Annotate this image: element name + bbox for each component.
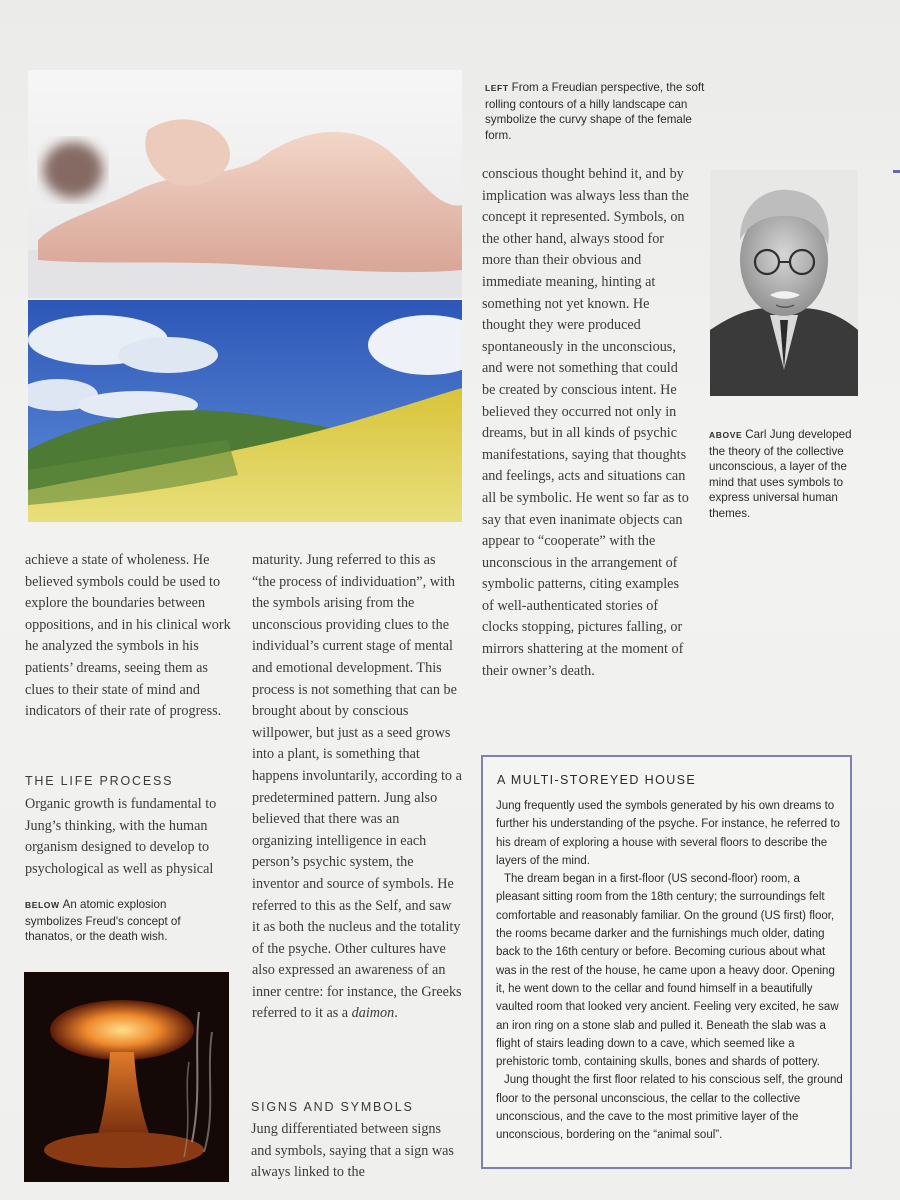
column-1	[25, 550, 231, 723]
individuation-text-end: .	[394, 1005, 398, 1022]
above-caption-tag: ABOVE	[709, 430, 743, 440]
above-caption-text: Carl Jung developed the theory of the collective unconscious, a layer of the mind that uses symbols to express universal human themes.	[709, 428, 852, 520]
left-caption-text: From a Freudian perspective, the soft rolling contours of a hilly landscape can symbolize the curvy shape of the female form.	[485, 81, 705, 142]
the-life-process-heading: THE LIFE PROCESS	[25, 774, 174, 788]
below-caption-tag: BELOW	[25, 900, 60, 910]
column-1-paragraph-2	[25, 794, 231, 880]
above-caption	[709, 427, 859, 521]
hilly-landscape-photo	[28, 300, 462, 522]
daimon-term: daimon	[351, 1005, 395, 1022]
signs-and-symbols-heading: SIGNS AND SYMBOLS	[251, 1100, 414, 1114]
left-caption-tag: LEFT	[485, 83, 509, 93]
box-paragraph-3: Jung thought the first floor related to his conscious self, the ground floor to the personal unconscious, the cellar to the collective unconscious, and the cave to the most primitive layer of the unconscious, bordering on the “animal soul”.	[496, 1074, 843, 1142]
page-edge-tab	[893, 170, 900, 173]
box-title: A MULTI-STOREYED HOUSE	[497, 773, 697, 787]
individuation-text: maturity. Jung referred to this as “the process of individuation”, with the symbols arising from the unconscious providing clues to the individual’s current stage of mental and emotional development. This process is not something that can be brought about by conscious willpower, but just as a seed grows into a plant, is something that happens involuntarily, according to a predetermined pattern. Jung also believed that there was an organizing intelligence in each person’s psychic system, the inventor and source of symbols. He referred to this as the Self, and saw it as both the nucleus and the totality of the psyche. Other cultures have also expressed an awareness of an inner centre: for instance, the Greeks referred to it as a	[252, 552, 462, 1022]
column-3	[482, 164, 692, 682]
signs-symbols-text: Jung differentiated between signs and symbols, saying that a sign was always linked to the	[251, 1121, 454, 1181]
column-2-paragraph-2	[251, 1119, 461, 1184]
below-caption	[25, 897, 225, 945]
box-paragraph-1: Jung frequently used the symbols generated by his own dreams to further his understanding of the psyche. For instance, he referred to his dream of exploring a house with several floors to describe the layers of the mind.	[496, 800, 840, 867]
column-3-paragraph-1: conscious thought behind it, and by implication was always less than the concept it represented. Symbols, on the other hand, always stood for more than their obvious and immediate meaning, hinting at something not yet known. He thought they were produced spontaneously in the unconscious, and were not something that could be created by conscious intent. He believed they occurred not only in dreams, but in all kinds of psychic manifestations, saying that thoughts and feelings, acts and situations can all be symbolic. He went so far as to say that even inanimate objects can appear to “cooperate” with the unconscious in the arrangement of symbolic patterns, citing examples of well-authenticated stories of clocks stopping, pictures falling, or mirrors shattering at the moment of their owner’s death.	[482, 166, 689, 679]
atomic-explosion-photo	[24, 972, 229, 1182]
life-process-text: Organic growth is fundamental to Jung’s thinking, with the human organism designed to develop to psychological as well as physical	[25, 796, 217, 877]
below-caption-text: An atomic explosion symbolizes Freud's concept of thanatos, or the death wish.	[25, 898, 181, 943]
multi-storeyed-house-box	[481, 755, 852, 1169]
left-caption	[485, 80, 715, 143]
column-1-paragraph-1: achieve a state of wholeness. He believed symbols could be used to explore the boundaries between oppositions, and in his clinical work he analyzed the symbols in his patients’ dreams, seeing them as clues to their state of mind and indicators of their rate of progress.	[25, 552, 231, 720]
column-2	[252, 550, 462, 1025]
carl-jung-portrait	[710, 170, 858, 396]
column-2-paragraph-1	[252, 550, 462, 1025]
box-paragraph-2: The dream began in a first-floor (US second-floor) room, a pleasant sitting room from the 18th century; the surroundings felt comfortable and reasonably familiar. On the ground (US first) floor, the rooms became darker and the furnishings much older, dating back to the 16th century or before. Becoming curious about what was in the rest of the house, he came upon a heavy door. Opening it, he went down to the cellar and found himself in a beautifully vaulted room that looked very ancient. Feeling very excited, he saw an iron ring on a stone slab and pulled it. Beneath the slab was a flight of stairs leading down to a cave, which seemed like a prehistoric tomb, containing skulls, bones and shards of pottery.	[496, 873, 839, 1069]
box-body	[496, 797, 844, 1145]
reclining-figure-photo	[28, 70, 462, 298]
